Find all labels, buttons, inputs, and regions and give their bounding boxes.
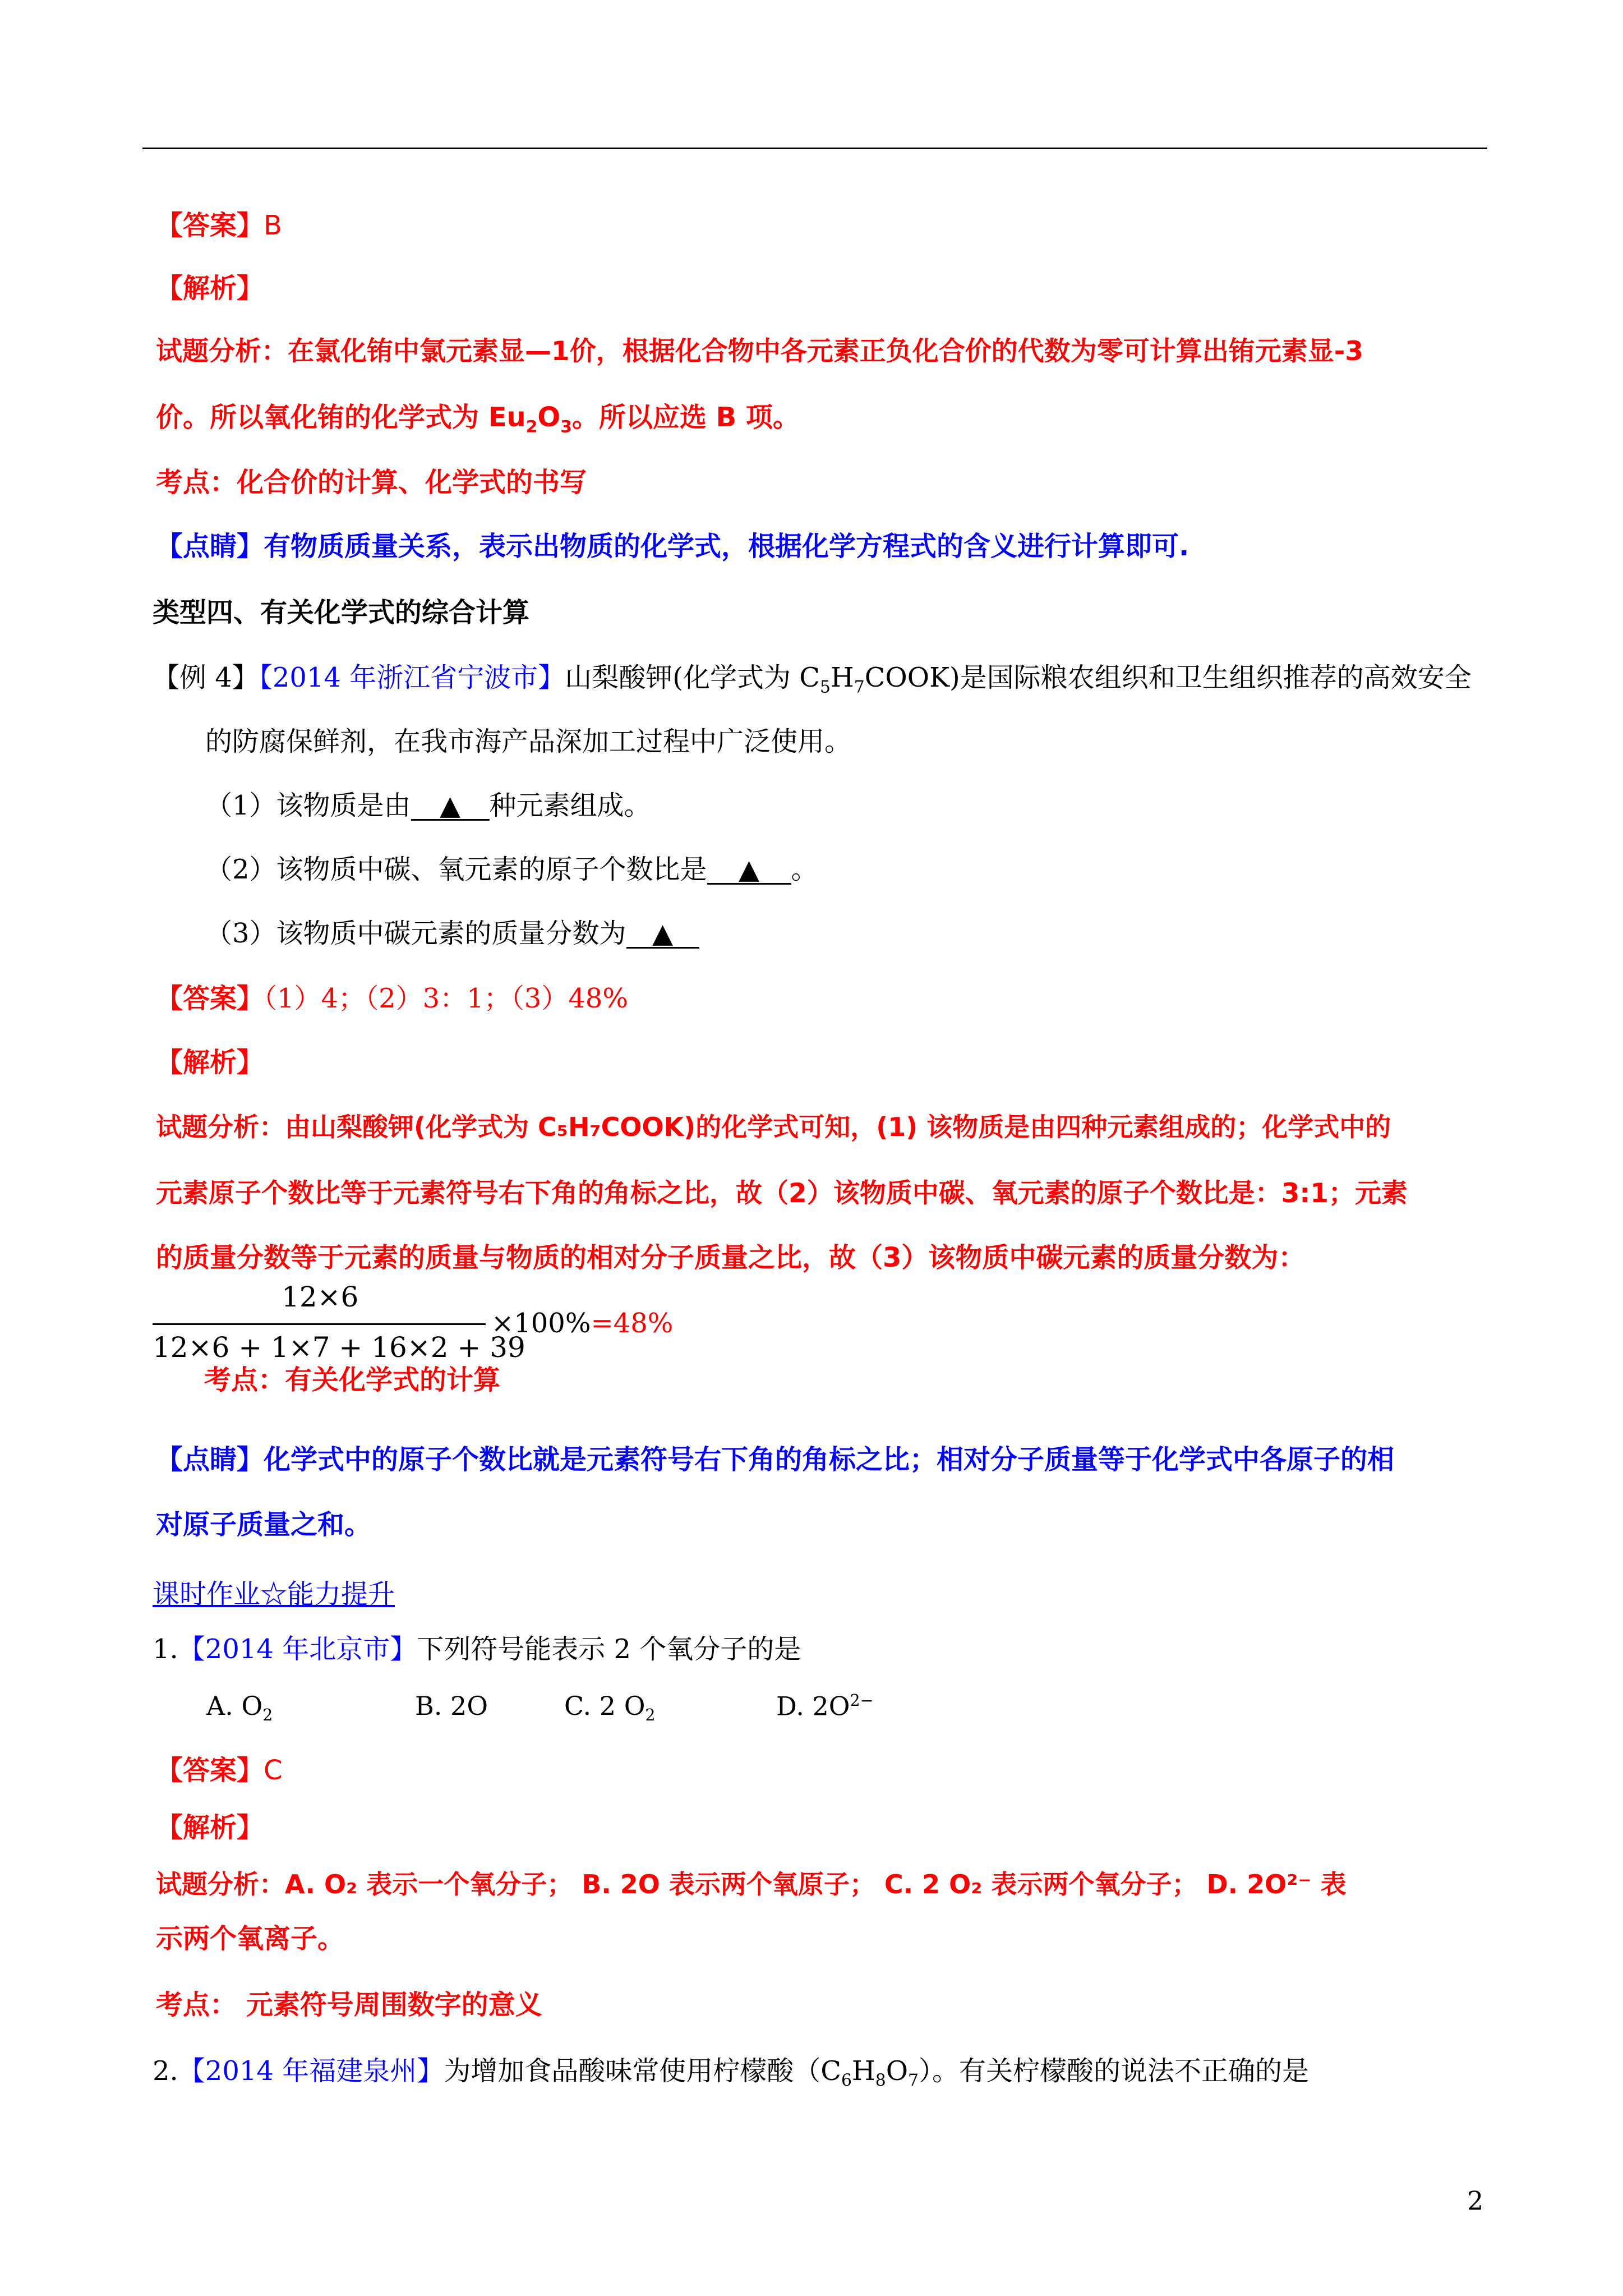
q1-option-d: D. $2O^{2-}$ [776,1691,874,1722]
example-label: 【例 4】 [153,662,259,693]
analysis-label-3: 【解析】 [156,1812,264,1843]
header-rule [142,148,1487,149]
kaodian-3: 考点： 元素符号周围数字的意义 [156,1989,542,2021]
formula-denominator: 12×6 + 1×7 + 16×2 + 39 [153,1331,525,1364]
formula-numerator: 12×6 [282,1281,359,1313]
example4-line1: 【例 4】【2014 年浙江省宁波市】山梨酸钾(化学式为 $C_5H_7COOK$)是国际粮农组织和卫生组织推荐的高效安全 [153,662,1472,697]
kaodian-1: 考点：化合价的计算、化学式的书写 [156,467,587,498]
homework-heading-link[interactable]: 课时作业☆能力提升 [153,1579,395,1610]
example4-line2: 的防腐保鲜剂，在我市海产品深加工过程中广泛使用。 [205,726,852,757]
answer-blank-1: ▲ [411,792,490,821]
answer-line-3: 【答案】C [156,1755,283,1786]
analysis-text-7: 示两个氧离子。 [156,1923,345,1954]
answer-line-2: 【答案】（1）4；（2）3：1；（3）48% [156,983,628,1014]
analysis-text-4: 元素原子个数比等于元素符号右下角的角标之比，故（2）该物质中碳、氧元素的原子个数比是：3:1；元素 [156,1178,1408,1209]
dianjing-1: 【点睛】有物质质量关系，表示出物质的化学式，根据化学方程式的含义进行计算即可. [156,531,1189,562]
example-source: 【2014 年浙江省宁波市】 [259,662,565,693]
q1-option-a: A. $O_2$ [206,1691,273,1725]
fraction-bar [153,1323,486,1325]
question-2: （2）该物质中碳、氧元素的原子个数比是 ▲ 。 [205,854,818,885]
analysis-text-1: 试题分析：在氯化铕中氯元素显—1价，根据化合物中各元素正负化合价的代数为零可计算出铕元素显-3 [156,336,1363,367]
q2-line: 2.【2014 年福建泉州】为增加食品酸味常使用柠檬酸$(C_6H_8O_7)$。有关柠檬酸的说法不正确的是 [153,2055,1309,2091]
question-1: （1）该物质是由 ▲ 种元素组成。 [205,790,651,821]
analysis-text-2: 价。所以氧化铕的化学式为 $Eu_2O_3$。所以应选 B 项。 [156,402,800,437]
analysis-label-1: 【解析】 [156,273,264,304]
answer-value: B [264,210,282,241]
answer-label: 【答案】 [156,210,264,241]
formula-result: ×100%=48% [491,1308,674,1339]
question-3: （3）该物质中碳元素的质量分数为 ▲ [205,920,699,949]
q1-option-c: C. 2 $O_2$ [564,1691,656,1725]
analysis-text-6: 试题分析：A. O₂ 表示一个氧分子； B. 2O 表示两个氧原子； C. 2 O₂ 表示两个氧分子； D. 2O²⁻ 表 [156,1869,1347,1899]
q1-option-b: B. 2O [415,1691,488,1721]
answer-blank-3: ▲ [626,920,699,949]
dianjing-2-line1: 【点睛】化学式中的原子个数比就是元素符号右下角的角标之比；相对分子质量等于化学式中各原子的相 [156,1444,1395,1475]
answer-blank-2: ▲ [707,856,791,885]
section-heading: 类型四、有关化学式的综合计算 [153,597,530,628]
answer-line-1 [156,212,282,239]
dianjing-2-line2: 对原子质量之和。 [156,1509,372,1540]
analysis-label-2: 【解析】 [156,1047,264,1078]
page-number: 2 [1467,2185,1484,2216]
q1-line: 1.【2014 年北京市】下列符号能表示 2 个氧分子的是 [153,1634,801,1665]
analysis-text-3: 试题分析：由山梨酸钾(化学式为 C₅H₇COOK)的化学式可知，(1) 该物质是由四种元素组成的；化学式中的 [156,1112,1391,1142]
analysis-text-5: 的质量分数等于元素的质量与物质的相对分子质量之比，故（3）该物质中碳元素的质量分数为： [156,1242,1306,1273]
kaodian-2: 考点：有关化学式的计算 [204,1364,501,1396]
